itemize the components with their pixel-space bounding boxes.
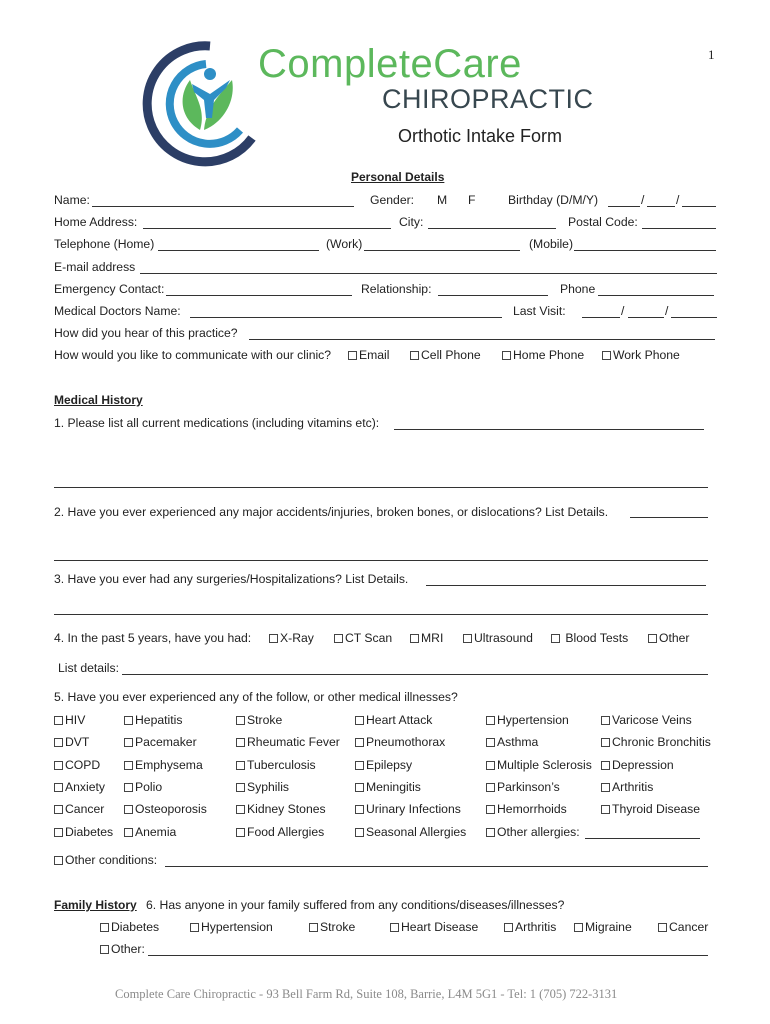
condition-label: Other allergies: [497, 825, 580, 839]
last-visit-year-field[interactable] [671, 317, 717, 318]
condition-label: Food Allergies [247, 825, 325, 839]
checkbox[interactable] [601, 716, 610, 725]
city-field[interactable] [428, 228, 556, 229]
personal-heading: Personal Details [351, 170, 445, 184]
family-heart-option[interactable]: Heart Disease [390, 920, 478, 934]
condition-option[interactable] [54, 735, 89, 749]
condition-label: Depression [612, 758, 674, 772]
checkbox[interactable] [124, 805, 133, 814]
condition-label: Varicose Veins [612, 713, 692, 727]
checkbox[interactable] [236, 783, 245, 792]
comm-cell-option[interactable]: Cell Phone [410, 348, 481, 362]
checkbox[interactable] [190, 923, 199, 932]
condition-option[interactable] [236, 825, 324, 839]
checkbox[interactable] [486, 805, 495, 814]
condition-label: Hepatitis [135, 713, 183, 727]
phone-field[interactable] [598, 295, 714, 296]
condition-label: Anxiety [65, 780, 105, 794]
condition-label: Multiple Sclerosis [497, 758, 592, 772]
email-field[interactable] [140, 273, 717, 274]
checkbox[interactable] [54, 738, 63, 747]
condition-option[interactable] [124, 713, 182, 727]
comm-home-option[interactable]: Home Phone [502, 348, 584, 362]
checkbox[interactable] [269, 634, 278, 643]
address-label: Home Address: [54, 215, 138, 229]
list-details-label: List details: [58, 661, 119, 675]
slash: / [676, 193, 680, 207]
condition-option[interactable] [486, 758, 592, 772]
checkbox[interactable] [124, 783, 133, 792]
condition-label: Anemia [135, 825, 177, 839]
birthday-month-field[interactable] [647, 206, 675, 207]
gender-m[interactable]: M [437, 193, 448, 207]
checkbox[interactable] [574, 923, 583, 932]
condition-label: Hemorrhoids [497, 802, 567, 816]
emergency-label: Emergency Contact: [54, 282, 165, 296]
checkbox[interactable] [355, 761, 364, 770]
checkbox[interactable] [236, 738, 245, 747]
family-other-option[interactable]: Other: [100, 942, 145, 956]
condition-label: Pacemaker [135, 735, 197, 749]
condition-label: Stroke [247, 713, 283, 727]
condition-label: Polio [135, 780, 163, 794]
phone-label: Phone [560, 282, 596, 296]
checkbox[interactable] [124, 828, 133, 837]
brand-sub: CHIROPRACTIC [382, 84, 594, 114]
email-label: E-mail address [54, 260, 136, 274]
condition-label: Osteoporosis [135, 802, 207, 816]
checkbox[interactable] [355, 738, 364, 747]
checkbox[interactable] [309, 923, 318, 932]
checkbox[interactable] [124, 738, 133, 747]
condition-label: Pneumothorax [366, 735, 446, 749]
condition-option[interactable] [486, 825, 580, 839]
last-visit-month-field[interactable] [628, 317, 664, 318]
q4-xray-option[interactable]: X-Ray [269, 631, 314, 645]
checkbox[interactable] [486, 738, 495, 747]
checkbox[interactable] [601, 761, 610, 770]
condition-option[interactable] [54, 780, 105, 794]
condition-option[interactable] [236, 758, 316, 772]
checkbox[interactable] [410, 634, 419, 643]
checkbox[interactable] [602, 351, 611, 360]
condition-label: Rheumatic Fever [247, 735, 340, 749]
condition-option[interactable] [236, 780, 289, 794]
condition-label: DVT [65, 735, 90, 749]
checkbox[interactable] [54, 761, 63, 770]
checkbox[interactable] [54, 783, 63, 792]
address-field[interactable] [143, 228, 391, 229]
checkbox[interactable] [486, 783, 495, 792]
condition-option[interactable] [355, 825, 466, 839]
condition-label: Thyroid Disease [612, 802, 701, 816]
q3-field[interactable] [426, 585, 706, 586]
communicate-label: How would you like to communicate with our clinic? [54, 348, 332, 362]
condition-option[interactable] [601, 713, 692, 727]
condition-option[interactable] [54, 825, 113, 839]
condition-label: Hypertension [497, 713, 569, 727]
checkbox[interactable] [355, 783, 364, 792]
condition-label: Chronic Bronchitis [612, 735, 711, 749]
condition-label: Heart Attack [366, 713, 433, 727]
checkbox[interactable] [486, 828, 495, 837]
checkbox[interactable] [502, 351, 511, 360]
checkbox[interactable] [236, 805, 245, 814]
family-heading: Family History [54, 898, 137, 912]
condition-label: Diabetes [65, 825, 114, 839]
condition-option[interactable] [355, 713, 432, 727]
family-hypertension-option[interactable]: Hypertension [190, 920, 273, 934]
q4-mri-option[interactable]: MRI [410, 631, 443, 645]
condition-option[interactable] [124, 735, 197, 749]
checkbox[interactable] [601, 783, 610, 792]
family-diabetes-option[interactable]: Diabetes [100, 920, 159, 934]
checkbox[interactable] [236, 761, 245, 770]
logo [140, 38, 600, 168]
birthday-year-field[interactable] [682, 206, 716, 207]
checkbox[interactable] [334, 634, 343, 643]
tel-home-field[interactable] [158, 250, 319, 251]
condition-label: Parkinson’s [497, 780, 560, 794]
gender-label: Gender: [370, 193, 415, 207]
condition-option[interactable] [601, 758, 674, 772]
condition-label: HIV [65, 713, 86, 727]
footer: Complete Care Chiropractic - 93 Bell Farm Rd, Suite 108, Barrie, L4M 5G1 - Tel: 1 (705) 722-3131 [115, 987, 618, 1001]
condition-option[interactable] [54, 713, 85, 727]
condition-option[interactable] [124, 758, 203, 772]
condition-label: Arthritis [612, 780, 654, 794]
brand-name: CompleteCare [258, 42, 522, 86]
condition-option[interactable] [236, 713, 282, 727]
tel-mobile-label: (Mobile) [529, 237, 574, 251]
checkbox[interactable] [54, 805, 63, 814]
birthday-day-field[interactable] [608, 206, 640, 207]
q5-text: 5. Have you ever experienced any of the follow, or other medical illnesses? [54, 690, 458, 704]
checkbox[interactable] [355, 805, 364, 814]
checkbox[interactable] [486, 716, 495, 725]
condition-option[interactable] [124, 825, 176, 839]
checkbox[interactable] [486, 761, 495, 770]
checkbox[interactable] [601, 738, 610, 747]
last-visit-label: Last Visit: [513, 304, 566, 318]
checkbox[interactable] [236, 828, 245, 837]
condition-label: Cancer [65, 802, 105, 816]
condition-label: Epilepsy [366, 758, 413, 772]
last-visit-day-field[interactable] [582, 317, 620, 318]
checkbox[interactable] [54, 716, 63, 725]
q2-field-line2[interactable] [54, 560, 708, 561]
q1-field[interactable] [394, 429, 704, 430]
tel-work-field[interactable] [364, 250, 520, 251]
checkbox[interactable] [355, 716, 364, 725]
checkbox[interactable] [463, 634, 472, 643]
condition-label: Seasonal Allergies [366, 825, 467, 839]
relationship-field[interactable] [438, 295, 548, 296]
condition-option[interactable] [355, 735, 445, 749]
condition-option[interactable] [124, 780, 162, 794]
checkbox[interactable] [658, 923, 667, 932]
condition-option[interactable] [236, 735, 340, 749]
gender-f[interactable]: F [468, 193, 476, 207]
condition-option[interactable] [54, 758, 100, 772]
logo-mark-icon [140, 38, 260, 168]
condition-label: Emphysema [135, 758, 203, 772]
q2-field[interactable] [630, 517, 708, 518]
postal-field[interactable] [642, 228, 716, 229]
tel-home-label: Telephone (Home) [54, 237, 155, 251]
other-conditions-field[interactable] [165, 866, 708, 867]
condition-label: Tuberculosis [247, 758, 316, 772]
condition-option[interactable] [355, 802, 461, 816]
checkbox[interactable] [410, 351, 419, 360]
name-label: Name: [54, 193, 90, 207]
list-details-field[interactable] [122, 674, 708, 675]
q4-ct-option[interactable]: CT Scan [334, 631, 392, 645]
name-field[interactable] [92, 206, 354, 207]
family-other-field[interactable] [148, 955, 708, 956]
checkbox[interactable] [124, 761, 133, 770]
q1-text: 1. Please list all current medications (including vitamins etc): [54, 416, 380, 430]
q4-other-option[interactable]: Other [648, 631, 689, 645]
condition-label: Meningitis [366, 780, 421, 794]
q3-text: 3. Have you ever had any surgeries/Hospitalizations? List Details. [54, 572, 409, 586]
medical-heading: Medical History [54, 393, 143, 407]
condition-label: Urinary Infections [366, 802, 461, 816]
condition-option[interactable] [601, 735, 711, 749]
slash: / [621, 304, 625, 318]
q2-text: 2. Have you ever experienced any major accidents/injuries, broken bones, or dislocations? List Details. [54, 505, 609, 519]
postal-label: Postal Code: [568, 215, 638, 229]
comm-email-option[interactable]: Email [348, 348, 389, 362]
condition-option[interactable] [124, 802, 207, 816]
tel-mobile-field[interactable] [574, 250, 716, 251]
condition-label: Asthma [497, 735, 539, 749]
q1-field-line2[interactable] [54, 487, 708, 488]
checkbox[interactable] [100, 945, 109, 954]
family-cancer-option[interactable]: Cancer [658, 920, 708, 934]
checkbox[interactable] [54, 856, 63, 865]
q4-text: 4. In the past 5 years, have you had: [54, 631, 252, 645]
checkbox[interactable] [551, 634, 560, 643]
condition-label: COPD [65, 758, 101, 772]
other-allergies-field[interactable] [585, 838, 700, 839]
q3-field-line2[interactable] [54, 614, 708, 615]
checkbox[interactable] [348, 351, 357, 360]
condition-option[interactable] [54, 802, 104, 816]
checkbox[interactable] [100, 923, 109, 932]
city-label: City: [399, 215, 424, 229]
tel-work-label: (Work) [326, 237, 363, 251]
q4-ultrasound-option[interactable]: Ultrasound [463, 631, 533, 645]
hear-label: How did you hear of this practice? [54, 326, 238, 340]
family-migraine-option[interactable]: Migraine [574, 920, 632, 934]
condition-option[interactable] [236, 802, 326, 816]
condition-option[interactable] [486, 713, 569, 727]
birthday-label: Birthday (D/M/Y) [508, 193, 599, 207]
condition-option[interactable] [486, 735, 538, 749]
slash: / [641, 193, 645, 207]
family-arthritis-option[interactable]: Arthritis [504, 920, 556, 934]
emergency-field[interactable] [166, 295, 352, 296]
condition-option[interactable] [486, 802, 567, 816]
condition-option[interactable] [601, 802, 700, 816]
other-conditions-option[interactable]: Other conditions: [54, 853, 157, 867]
checkbox[interactable] [504, 923, 513, 932]
checkbox[interactable] [648, 634, 657, 643]
slash: / [665, 304, 669, 318]
hear-field[interactable] [249, 339, 715, 340]
comm-work-option[interactable]: Work Phone [602, 348, 680, 362]
condition-option[interactable] [486, 780, 560, 794]
checkbox[interactable] [236, 716, 245, 725]
condition-option[interactable] [355, 780, 421, 794]
form-title: Orthotic Intake Form [398, 126, 563, 146]
doctors-label: Medical Doctors Name: [54, 304, 181, 318]
checkbox[interactable] [601, 805, 610, 814]
checkbox[interactable] [54, 828, 63, 837]
condition-option[interactable] [601, 780, 653, 794]
doctors-field[interactable] [190, 317, 502, 318]
checkbox[interactable] [124, 716, 133, 725]
condition-label: Syphilis [247, 780, 289, 794]
condition-option[interactable] [355, 758, 412, 772]
checkbox[interactable] [355, 828, 364, 837]
condition-label: Kidney Stones [247, 802, 326, 816]
q4-blood-option[interactable]: Blood Tests [551, 631, 628, 645]
family-stroke-option[interactable]: Stroke [309, 920, 355, 934]
relationship-label: Relationship: [361, 282, 432, 296]
checkbox[interactable] [390, 923, 399, 932]
page-number: 1 [708, 47, 715, 62]
family-question: 6. Has anyone in your family suffered from any conditions/diseases/illnesses? [146, 898, 565, 912]
